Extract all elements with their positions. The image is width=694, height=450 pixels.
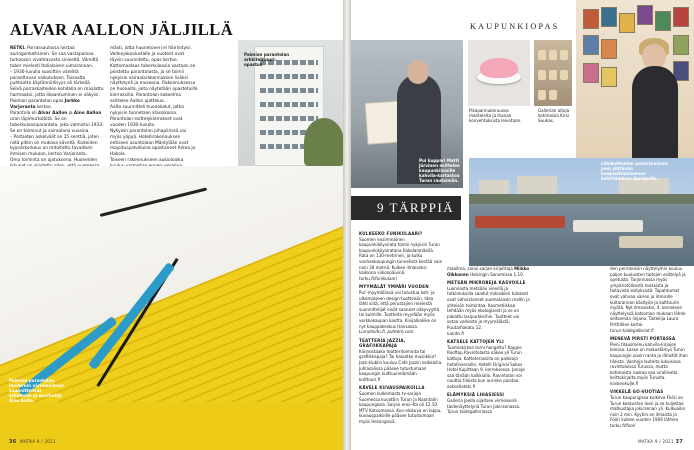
paragraph: mästi, jotta huonetoveri ei häiriintyisi. Vedenjakoalustalle ja vuoteet ovat täysin suunniteltu, opas kertoo. [110, 46, 192, 63]
tip-link: turku.fi/foori [610, 423, 636, 429]
tip-body: maailma, sanoi sarjan kirjoittaja Miikko Oikkonen Helsingin Sanomissa 1.10. [447, 266, 530, 277]
section-rubric: KAUPUNKIOPAS [470, 22, 560, 31]
tip-link: turun-taidegalleriat.fi [610, 327, 654, 333]
paragraph: Toiseen rakennukseen aukioloaika [110, 158, 184, 164]
paragraph: Kattomaalaus tuberkuloosia vastaan on poistettu parantolasta, ja se toimii nykyisin sairaalarakennuksen lisäksi näyttelynä ja museona. Rakennuksessa on huoneita, joita näytetään opastetuilla kierroksilla. Parantolan kokoelma esittelee Aallon ajattelua. [110, 63, 198, 105]
shop-caption: Gallerian aitoja kotimaisia Kirsi Suukas. [538, 108, 570, 124]
right-page [351, 0, 694, 450]
cake-photo [468, 40, 530, 106]
tip-body: Luonnosta metsään vievillä ja tutkimuksilla saadut mikrobien tulokset ovat vahvistaneet suomalaisen mallin ja yhteisön toimintaa. Kosmetiikkaa tehdään myös ekologisesti ja se on pakattu lasipurkkeihin. Tuotteet voi ostaa verkosta ja myymälästä, Puutarhakatu 12. [447, 285, 530, 330]
lead-word: RETKI. [10, 46, 26, 51]
tip-body: Tuomiokirkon torni hongeltu? Kappio Rooftop Ravintolasta näkee yli Turun kattoja. Kattoterassilla on paikkoja hotellivieraille, Hotelli Original Sokos Hotel Kupittaan 9. kerroksessa. Jonoja saa tänään kaikkialla. Ravintolan voi nauttia tiloista kun aurinko paistaa. [447, 344, 525, 384]
tip-body: Pieni tilausmenu kahvila-kirjojen kanssa. Lasse on makuelämys Turun kaupungin uusin ranta ja lähistöt ihan tiloista. Vanhoja lauteita lukuisissa ravintoloissa Turussa, mutta kotimaista ruokaa saa viralliselta keittokirjalta myös Turusta. [610, 341, 688, 381]
tip-link: Lumohoitu.fi, puhtere.com [359, 329, 414, 335]
page-folio: 36 MATKA 9 / 2021 [9, 439, 56, 445]
tip-body: Turun kaupungissa kulkeva Fööri on Turun keskustan lossi ja se kuljettaa matkustajia jokirannan yli. Kulkuaika noin 2 min. Kyytiin on ilmaista ja Fööri kulkee vuoden 1904 lähtien. [610, 395, 686, 423]
paragraph: – Portaiden askelvälit on 15 senttiä, joten niitä pitkin on mukava kävellä. Kaiteiden kyynärkorkeus on mitoitettu tavallisen ihmisen mukaan, kertoo Varjoranta. [10, 134, 99, 158]
spread-gutter [343, 0, 351, 450]
tip-body: Pui'-myymälässä voi tutustua koti- ja ulkomaiseen design-tuotteisiin. Idea lähti siitä, että perustajien mielestä suunnittelijat eivät saaneet näkyvyyttä tai kulmille. Tuotteita myydään myös verkkokaupan kautta. Kivijalkaliike on nyt kauppakeskus Hansassa. [359, 289, 440, 329]
tip-body: Kiinnostaako teatteritoiminta tai grafiikkapaja? Tai haluatko musiikkia? Jazz-klubiin kuuluu Cafe Jazzin keikkailla. Juhlasalissa pääsee tutustumaan kaupungin kulttuurielämään. [359, 348, 443, 377]
tip-title: KULKEEKO FUNIKULAARI? [359, 231, 423, 236]
shop-shelf-photo [534, 40, 572, 106]
river-caption: Lähikohteiden parantuminen joen ylittävän kaupunkimaiseman kehittäminen Aurajoella. [601, 161, 668, 182]
tips-column-1 [359, 228, 443, 425]
gallerist-photo [576, 0, 694, 158]
paragraph: Nykyisin parantolan pihapiirissä voi myös yöpyä. Hotellirakennuksen entiseen asuntolaan Mäntylään ovat majoituspalveluina opastaneet Arkea ja Hakola. [110, 128, 196, 158]
article-column-1: RETKI. Porrassaulassa loistaa auringonkeltainen. Se saa vastapainoa turkoosiin vivahtavasta siniseltä. Väreiltä tuber mielesti Italialaisen uimarannan. – 1930-luvulla suosittiin väreiltä paranttavan vaikutuksen. Toisaalta puhtautta käytännöllisyys oli tärkeää. Selvä porraskaiteiden kohdalla on maalattu harmaaksi, jotta likaantuminen ei näkyisi, Paimion parantolan opas Jarkko Varjoranta kertoo. Parantola oli Alvar Aallon ja Aino Aallon uran läpimurtotöitä. Se on tuberkuloosiparantola, joka valmistui 1933. Se on toiminut ja sairaalana vuosina. – Portaiden askelvälit on 15 senttiä, joten niitä pitkin on mukava kävellä. Kaiteiden kyynärkorkeus on mitoitettu tavallisen ihmisen mukaan, kertoo Varjoranta. Oma toiminta on ajatuksena. Huoneiden [10, 46, 104, 182]
tip-link: sokoshotels.fi [447, 383, 476, 389]
tip-body: den perinteisiin näyttelyihin kuuluu paljon kuuluisten taitojen esittelyä ja opetusta. Tarjonnassa myös ympäristöllisistä teoksista ja taitavista esityksistä. Tapahtumat ovat vahvaa värien ja ihmisille kultarannan käsityön ja kulttuurin myötä. Nyt ilmaiseksi, 4. kerroksen näyttelyssä katsomon mukaan lähde seitsemän linjana. Taiteilija Laura Pirttilälen kertoi. [610, 266, 686, 327]
tip-title: KÄVELE KUVAUSPAIKOILLA [359, 385, 425, 391]
tips-column-3 [610, 266, 688, 429]
tip-body: Suomen ensimmäinen kaupunkiköysirata toimii nykyisin Turun kaupunkiköysiratana Kakolanmäellä. Rata on 130-metrinen, ja kulku vanhankaupungin tunnelista kestää vain noin 30 metriä. Kulkee ilmaiseksi kaikkina viikonpäivinä. [359, 236, 443, 276]
building-photo-caption: Paimion parantolan arkkitehtuuri-opastus [244, 52, 290, 68]
left-page [0, 0, 343, 450]
tip-title: MYYMÄLÄT YMPÄRI VUODEN [359, 284, 429, 290]
tip-title: MENEVÄ PIRSTI PORTASSA [610, 336, 676, 342]
tip-body: Galleria Joella sijaitsee viimeisenä taidenäyttelynä Turun jokirannassa. Turun taidegalleriassa [447, 398, 521, 415]
cake-caption: Pikapannukeruussa manteleita ja ihanan konvehtuksista leivotaan. [469, 108, 522, 124]
tip-link: turku.fi/funikulaari [359, 275, 397, 281]
tip-title: TEATTERIA JAZZIA, GRAFIIKKAPAJA [359, 337, 406, 349]
tip-body: Suomen kulkemasta tv-sarjoja Suomessa kuvattiin Turun ja Naantalin kaupungissa. Sarjan ensi-ilta oli 12.10. MTV Katsomossa. Kun elokuva on loppu, kuvauspaikoille pääsee tutustumaan myös Helsingissä. [359, 391, 442, 424]
paragraph: Parantola oli Alvar Aallon ja Aino Aallon uran läpimurtotöitä. Se on tuberkuloosiparantola, joka valmistui 1933. Se on toiminut ja sairaalana vuosina. [10, 110, 104, 134]
page-folio: MATKA 9 / 2021 37 [638, 439, 683, 445]
tip-title: KATSELE KATTOJEN YLI [447, 339, 504, 345]
article-title: ALVAR AALLON JÄLJILLÄ [10, 20, 234, 39]
staircase-photo-caption: Paimion parantolan modernin värimaailman suunnittelivat arkkitehti ja muotoilija Aino Aalto. [9, 378, 64, 404]
tips-column-2 [447, 266, 531, 415]
tips-heading: 9 TÄRPPIÄ [351, 196, 461, 220]
tip-title: METSÄN MIKROBEJA KASVOILLE [447, 280, 526, 286]
staircase-photo [0, 166, 343, 450]
tip-link: koskenkulje.fi [610, 380, 639, 386]
tip-title: VIKKELÄ GO-VUOTIAS [610, 389, 664, 395]
tip-title: ELÄMYKSIÄ LIHASIESSI [447, 392, 505, 398]
tip-link: kulttuuri.fi [359, 376, 381, 382]
tip-link: luonto.fi [447, 330, 464, 336]
paragraph: Aalto suunnitteli huonekalut, jotka nykyisin tunnetaan klassikoina. Parantolan esittelykierrokset ovat vuoden 1930-luvulla. [110, 105, 184, 128]
paragraph: Oma toiminta on ajatuksena. Huoneiden [10, 158, 98, 164]
map-seller-caption: Pui kuppari Matti Järvinen esittelee kaupunkilaisille kahvila-kartastoa Turun rautaimiin. [419, 158, 460, 184]
paragraph: – 1930-luvulla suosittiin väreiltä paranttavan vaikutuksen. Toisaalta puhtautta käytännöllisyys oli tärkeää. Selvä porraskaiteiden kohdalla on maalattu harmaaksi, jotta likaantuminen ei näkyisi, Paimion parantolan opas Jarkko Varjoranta kertoo. [10, 69, 104, 111]
